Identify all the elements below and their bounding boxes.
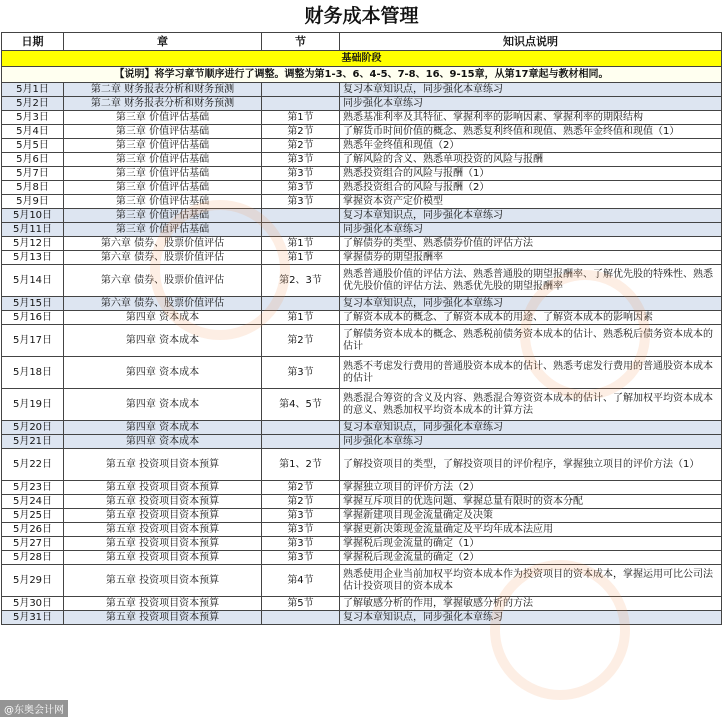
section-cell	[262, 297, 340, 311]
chapter-cell: 第六章 债券、股票价值评估	[64, 237, 262, 251]
chapter-cell: 第二章 财务报表分析和财务预测	[64, 83, 262, 97]
description-cell: 熟悉基准利率及其特征、掌握利率的影响因素、掌握利率的期限结构	[340, 111, 722, 125]
table-row	[2, 139, 722, 153]
header-date: 日期	[2, 33, 64, 51]
chapter-cell: 第五章 投资项目资本预算	[64, 551, 262, 565]
table-row	[2, 251, 722, 265]
date-cell: 5月12日	[2, 237, 64, 251]
date-cell: 5月22日	[2, 449, 64, 481]
chapter-cell: 第四章 资本成本	[64, 357, 262, 389]
section-cell: 第1、2节	[262, 449, 340, 481]
section-cell: 第1节	[262, 251, 340, 265]
stage-banner: 基础阶段	[2, 51, 722, 67]
chapter-cell: 第三章 价值评估基础	[64, 223, 262, 237]
table-row	[2, 509, 722, 523]
description-cell: 复习本章知识点，同步强化本章练习	[340, 297, 722, 311]
chapter-cell: 第五章 投资项目资本预算	[64, 597, 262, 611]
date-cell: 5月23日	[2, 481, 64, 495]
chapter-cell: 第六章 债券、股票价值评估	[64, 297, 262, 311]
date-cell: 5月14日	[2, 265, 64, 297]
table-row	[2, 537, 722, 551]
section-cell: 第4、5节	[262, 389, 340, 421]
chapter-cell: 第六章 债券、股票价值评估	[64, 251, 262, 265]
chapter-cell: 第五章 投资项目资本预算	[64, 565, 262, 597]
section-cell	[262, 97, 340, 111]
table-row	[2, 551, 722, 565]
date-cell: 5月20日	[2, 421, 64, 435]
date-cell: 5月10日	[2, 209, 64, 223]
section-cell: 第2节	[262, 139, 340, 153]
table-row	[2, 565, 722, 597]
description-cell: 同步强化本章练习	[340, 435, 722, 449]
table-row	[2, 597, 722, 611]
section-cell: 第3节	[262, 195, 340, 209]
description-cell: 了解风险的含义、熟悉单项投资的风险与报酬	[340, 153, 722, 167]
description-cell: 了解敏感分析的作用，掌握敏感分析的方法	[340, 597, 722, 611]
date-cell: 5月11日	[2, 223, 64, 237]
description-cell: 熟悉投资组合的风险与报酬（2）	[340, 181, 722, 195]
description-cell: 掌握资本资产定价模型	[340, 195, 722, 209]
section-cell: 第3节	[262, 167, 340, 181]
date-cell: 5月5日	[2, 139, 64, 153]
description-cell: 掌握互斥项目的优选问题、掌握总量有限时的资本分配	[340, 495, 722, 509]
table-row	[2, 153, 722, 167]
table-row	[2, 167, 722, 181]
date-cell: 5月3日	[2, 111, 64, 125]
section-cell: 第3节	[262, 153, 340, 167]
section-cell: 第3节	[262, 181, 340, 195]
section-cell	[262, 83, 340, 97]
date-cell: 5月15日	[2, 297, 64, 311]
section-cell: 第2节	[262, 481, 340, 495]
description-cell: 了解债券的类型、熟悉债券价值的评估方法	[340, 237, 722, 251]
table-row	[2, 481, 722, 495]
header-chapter: 章	[64, 33, 262, 51]
chapter-cell: 第五章 投资项目资本预算	[64, 495, 262, 509]
section-cell	[262, 209, 340, 223]
table-row	[2, 435, 722, 449]
chapter-cell: 第五章 投资项目资本预算	[64, 523, 262, 537]
section-cell: 第3节	[262, 357, 340, 389]
date-cell: 5月30日	[2, 597, 64, 611]
section-cell: 第1节	[262, 237, 340, 251]
chapter-cell: 第三章 价值评估基础	[64, 125, 262, 139]
description-cell: 掌握更新决策现金流量确定及平均年成本法应用	[340, 523, 722, 537]
description-cell: 了解资本成本的概念、了解资本成本的用途、了解资本成本的影响因素	[340, 311, 722, 325]
date-cell: 5月26日	[2, 523, 64, 537]
section-cell: 第3节	[262, 523, 340, 537]
table-row	[2, 223, 722, 237]
section-cell: 第2、3节	[262, 265, 340, 297]
chapter-cell: 第三章 价值评估基础	[64, 139, 262, 153]
section-cell: 第3节	[262, 509, 340, 523]
section-cell: 第2节	[262, 325, 340, 357]
table-row	[2, 111, 722, 125]
source-badge: @东奥会计网	[0, 700, 68, 717]
description-cell: 复习本章知识点，同步强化本章练习	[340, 611, 722, 625]
description-cell: 熟悉普通股价值的评估方法、熟悉普通股的期望报酬率、了解优先股的特殊性、熟悉优先股价值的评估方法、熟悉优先股的期望报酬率	[340, 265, 722, 297]
date-cell: 5月21日	[2, 435, 64, 449]
section-cell: 第3节	[262, 551, 340, 565]
chapter-cell: 第四章 资本成本	[64, 389, 262, 421]
description-cell: 复习本章知识点，同步强化本章练习	[340, 421, 722, 435]
date-cell: 5月16日	[2, 311, 64, 325]
section-cell	[262, 611, 340, 625]
description-cell: 掌握税后现金流量的确定（1）	[340, 537, 722, 551]
date-cell: 5月31日	[2, 611, 64, 625]
table-row	[2, 495, 722, 509]
date-cell: 5月7日	[2, 167, 64, 181]
date-cell: 5月29日	[2, 565, 64, 597]
date-cell: 5月4日	[2, 125, 64, 139]
table-row	[2, 389, 722, 421]
study-schedule-table	[1, 32, 722, 625]
table-row	[2, 125, 722, 139]
chapter-cell: 第五章 投资项目资本预算	[64, 509, 262, 523]
chapter-cell: 第二章 财务报表分析和财务预测	[64, 97, 262, 111]
table-row	[2, 83, 722, 97]
date-cell: 5月8日	[2, 181, 64, 195]
table-row	[2, 265, 722, 297]
section-cell: 第2节	[262, 125, 340, 139]
date-cell: 5月9日	[2, 195, 64, 209]
chapter-cell: 第五章 投资项目资本预算	[64, 481, 262, 495]
section-cell: 第4节	[262, 565, 340, 597]
description-cell: 复习本章知识点，同步强化本章练习	[340, 209, 722, 223]
section-cell	[262, 435, 340, 449]
description-cell: 掌握债券的期望报酬率	[340, 251, 722, 265]
chapter-cell: 第三章 价值评估基础	[64, 167, 262, 181]
chapter-cell: 第三章 价值评估基础	[64, 195, 262, 209]
description-cell: 同步强化本章练习	[340, 223, 722, 237]
description-cell: 熟悉投资组合的风险与报酬（1）	[340, 167, 722, 181]
description-cell: 掌握新建项目现金流量确定及决策	[340, 509, 722, 523]
description-cell: 了解债务资本成本的概念、熟悉税前债务资本成本的估计、熟悉税后债务资本成本的估计	[340, 325, 722, 357]
date-cell: 5月17日	[2, 325, 64, 357]
chapter-cell: 第四章 资本成本	[64, 435, 262, 449]
table-row	[2, 611, 722, 625]
table-row	[2, 325, 722, 357]
description-cell: 熟悉使用企业当前加权平均资本成本作为投资项目的资本成本，掌握运用可比公司法估计投资项目的资本成本	[340, 565, 722, 597]
chapter-cell: 第五章 投资项目资本预算	[64, 537, 262, 551]
date-cell: 5月24日	[2, 495, 64, 509]
table-row	[2, 237, 722, 251]
header-description: 知识点说明	[340, 33, 722, 51]
chapter-cell: 第四章 资本成本	[64, 325, 262, 357]
section-cell: 第1节	[262, 111, 340, 125]
chapter-cell: 第六章 债券、股票价值评估	[64, 265, 262, 297]
description-cell: 了解投资项目的类型，了解投资项目的评价程序，掌握独立项目的评价方法（1）	[340, 449, 722, 481]
chapter-cell: 第五章 投资项目资本预算	[64, 449, 262, 481]
section-cell	[262, 223, 340, 237]
date-cell: 5月6日	[2, 153, 64, 167]
description-cell: 掌握独立项目的评价方法（2）	[340, 481, 722, 495]
description-cell: 熟悉不考虑发行费用的普通股资本成本的估计、熟悉考虑发行费用的普通股资本成本的估计	[340, 357, 722, 389]
chapter-cell: 第三章 价值评估基础	[64, 111, 262, 125]
section-cell: 第3节	[262, 537, 340, 551]
table-row	[2, 449, 722, 481]
table-row	[2, 97, 722, 111]
section-cell: 第5节	[262, 597, 340, 611]
date-cell: 5月13日	[2, 251, 64, 265]
description-cell: 同步强化本章练习	[340, 97, 722, 111]
chapter-cell: 第四章 资本成本	[64, 421, 262, 435]
header-section: 节	[262, 33, 340, 51]
chapter-cell: 第三章 价值评估基础	[64, 209, 262, 223]
chapter-cell: 第三章 价值评估基础	[64, 181, 262, 195]
table-row	[2, 311, 722, 325]
date-cell: 5月18日	[2, 357, 64, 389]
adjustment-note: 【说明】将学习章节顺序进行了调整。调整为第1-3、6、4-5、7-8、16、9-15章，从第17章起与教材相同。	[2, 67, 722, 83]
table-row	[2, 421, 722, 435]
chapter-cell: 第五章 投资项目资本预算	[64, 611, 262, 625]
chapter-cell: 第四章 资本成本	[64, 311, 262, 325]
date-cell: 5月19日	[2, 389, 64, 421]
date-cell: 5月1日	[2, 83, 64, 97]
description-cell: 熟悉年金终值和现值（2）	[340, 139, 722, 153]
table-row	[2, 209, 722, 223]
table-row	[2, 181, 722, 195]
section-cell	[262, 421, 340, 435]
description-cell: 掌握税后现金流量的确定（2）	[340, 551, 722, 565]
date-cell: 5月25日	[2, 509, 64, 523]
page-title: 财务成本管理	[304, 5, 419, 27]
section-cell: 第2节	[262, 495, 340, 509]
description-cell: 复习本章知识点，同步强化本章练习	[340, 83, 722, 97]
table-row	[2, 523, 722, 537]
date-cell: 5月2日	[2, 97, 64, 111]
table-row	[2, 357, 722, 389]
description-cell: 熟悉混合筹资的含义及内容、熟悉混合筹资资本成本的估计、了解加权平均资本成本的意义、熟悉加权平均资本成本的计算方法	[340, 389, 722, 421]
section-cell: 第1节	[262, 311, 340, 325]
date-cell: 5月27日	[2, 537, 64, 551]
table-row	[2, 195, 722, 209]
table-row	[2, 297, 722, 311]
date-cell: 5月28日	[2, 551, 64, 565]
description-cell: 了解货币时间价值的概念、熟悉复利终值和现值、熟悉年金终值和现值（1）	[340, 125, 722, 139]
chapter-cell: 第三章 价值评估基础	[64, 153, 262, 167]
